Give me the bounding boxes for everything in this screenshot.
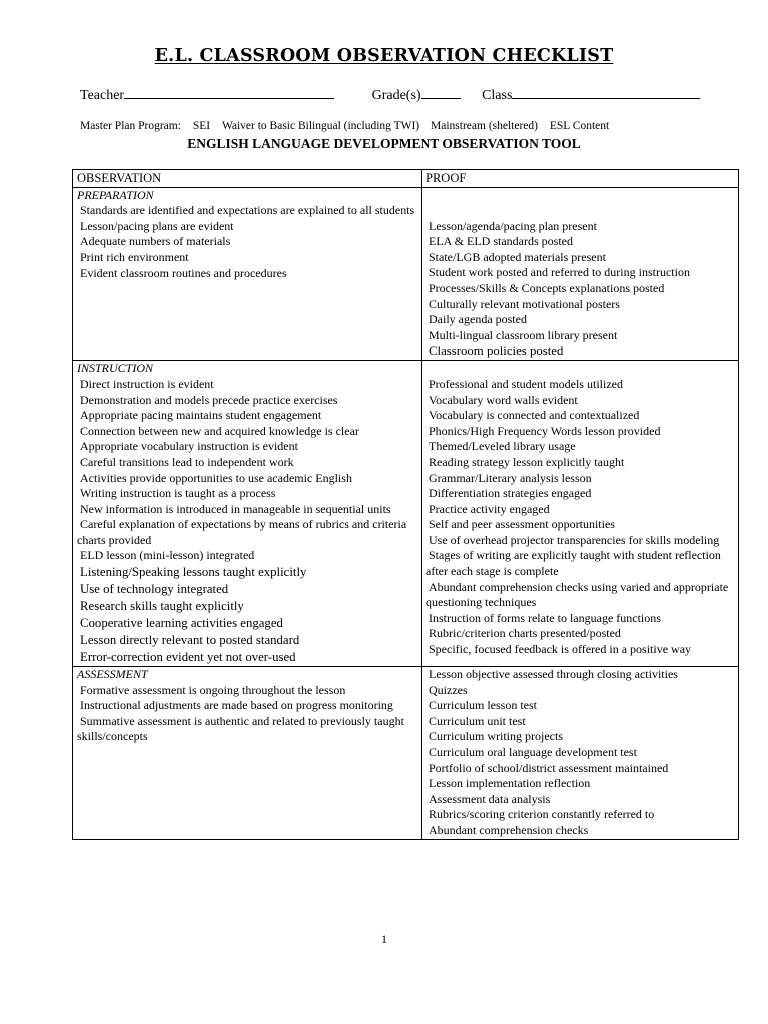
- section-row-assessment: [73, 667, 739, 840]
- checklist-item-text: Abundant comprehension checks: [429, 823, 589, 837]
- checklist-item-text: Activities provide opportunities to use academic English: [80, 470, 352, 485]
- checklist-item-text: Demonstration and models precede practice exercises: [80, 392, 338, 407]
- checklist-item[interactable]: [426, 455, 734, 471]
- checklist-item-text: Lesson implementation reflection: [429, 776, 591, 791]
- checklist-item[interactable]: [426, 823, 734, 839]
- checklist-item[interactable]: [77, 266, 417, 282]
- proof-cell: [422, 361, 739, 667]
- checklist-item[interactable]: [426, 580, 734, 611]
- checklist-item[interactable]: [426, 234, 734, 250]
- checklist-item[interactable]: [77, 424, 417, 440]
- checklist-item[interactable]: [426, 393, 734, 409]
- checklist-item[interactable]: [77, 377, 417, 393]
- program-option-sei[interactable]: [191, 120, 210, 132]
- observation-list: [77, 203, 417, 281]
- observation-column-header: OBSERVATION: [73, 170, 422, 188]
- checklist-item[interactable]: [426, 714, 734, 730]
- checklist-item-text: Stages of writing are explicitly taught with student reflection after each stage is complete: [426, 548, 721, 579]
- checklist-item-text: ELD lesson (mini-lesson) integrated: [80, 548, 255, 563]
- teacher-info-row: [80, 86, 700, 104]
- checklist-item[interactable]: [426, 745, 734, 761]
- checklist-item[interactable]: [77, 564, 417, 581]
- tool-subtitle: ENGLISH LANGUAGE DEVELOPMENT OBSERVATION TOOL: [187, 136, 581, 151]
- program-option-label: SEI: [192, 120, 211, 132]
- checklist-item[interactable]: [426, 297, 734, 313]
- checklist-item-text: New information is introduced in manageable in sequential units: [80, 501, 391, 516]
- checklist-item-text: Processes/Skills & Concepts explanations posted: [429, 280, 665, 295]
- checklist-item[interactable]: [77, 203, 417, 219]
- checklist-item[interactable]: [426, 265, 734, 281]
- checklist-item-text: Curriculum writing projects: [429, 729, 563, 744]
- checklist-item-text: Quizzes: [429, 682, 468, 697]
- checklist-item[interactable]: [77, 219, 417, 235]
- checklist-item-text: ELA & ELD standards posted: [429, 234, 573, 249]
- checklist-item[interactable]: [426, 776, 734, 792]
- checklist-item-text: Error-correction evident yet not over-used: [80, 650, 296, 665]
- checklist-item-text: Formative assessment is ongoing throughout the lesson: [80, 682, 346, 697]
- class-blank[interactable]: [512, 86, 700, 99]
- checklist-item-text: Differentiation strategies engaged: [429, 486, 592, 501]
- checklist-item-text: Professional and student models utilized: [429, 376, 623, 391]
- checklist-item-text: Themed/Leveled library usage: [429, 439, 576, 454]
- teacher-field: [80, 86, 334, 104]
- teacher-blank[interactable]: [124, 86, 334, 99]
- checklist-item[interactable]: [77, 714, 417, 745]
- teacher-label: Teacher: [80, 88, 125, 103]
- grade-blank[interactable]: [421, 86, 461, 99]
- checklist-item-text: Instructional adjustments are made based on progress monitoring: [80, 698, 393, 713]
- checklist-item[interactable]: [426, 729, 734, 745]
- master-plan-program-row: [80, 120, 609, 132]
- checklist-item[interactable]: [426, 343, 734, 360]
- checklist-item-text: Standards are identified and expectations are explained to all students: [80, 203, 415, 218]
- checklist-item-text: Portfolio of school/district assessment maintained: [429, 760, 669, 775]
- checklist-item-text: Self and peer assessment opportunities: [429, 517, 615, 532]
- checklist-item-text: Appropriate vocabulary instruction is evident: [80, 439, 298, 454]
- checklist-item[interactable]: [77, 581, 417, 598]
- checklist-item-text: Appropriate pacing maintains student engagement: [80, 408, 322, 423]
- program-option-waiver[interactable]: [220, 120, 419, 132]
- checklist-item[interactable]: [426, 312, 734, 328]
- checklist-item-text: Specific, focused feedback is offered in a positive way: [429, 642, 692, 657]
- checklist-item[interactable]: [77, 393, 417, 409]
- checklist-item-text: Summative assessment is authentic and related to previously taught skills/concepts: [77, 713, 404, 744]
- checklist-item-text: Culturally relevant motivational posters: [429, 296, 620, 311]
- checklist-item-text: Student work posted and referred to during instruction: [429, 265, 690, 280]
- checklist-item[interactable]: [77, 698, 417, 714]
- checklist-item-text: Evident classroom routines and procedures: [80, 265, 287, 280]
- checklist-item[interactable]: [77, 632, 417, 649]
- grade-label: Grade(s): [371, 88, 421, 103]
- checklist-item[interactable]: [77, 683, 417, 699]
- checklist-item-text: Abundant comprehension checks using varied and appropriate questioning techniques: [426, 579, 729, 610]
- table-header-row: [73, 170, 739, 188]
- checklist-item[interactable]: [77, 615, 417, 632]
- checklist-item[interactable]: [426, 667, 734, 683]
- checklist-item-text: Classroom policies posted: [429, 344, 564, 359]
- section-heading: ASSESSMENT: [77, 667, 148, 682]
- checklist-item[interactable]: [426, 683, 734, 699]
- proof-list: [426, 667, 734, 839]
- checklist-item[interactable]: [426, 408, 734, 424]
- checklist-item[interactable]: [77, 502, 417, 518]
- observation-cell: [73, 187, 422, 361]
- checklist-item-text: Direct instruction is evident: [80, 376, 214, 391]
- checklist-item-text: Curriculum unit test: [429, 713, 526, 728]
- observation-list: [77, 377, 417, 666]
- checklist-item[interactable]: [426, 807, 734, 823]
- checklist-item-text: Rubric/criterion charts presented/posted: [429, 626, 621, 641]
- checklist-item[interactable]: [77, 649, 417, 666]
- program-option-label: Mainstream (sheltered): [431, 120, 538, 132]
- checklist-item[interactable]: [426, 439, 734, 455]
- program-option-label: Waiver to Basic Bilingual (including TWI): [221, 120, 420, 132]
- checklist-item[interactable]: [77, 250, 417, 266]
- checklist-item-text: Use of overhead projector transparencies for skills modeling: [429, 532, 720, 547]
- checklist-item-text: Careful explanation of expectations by means of rubrics and criteria charts provided: [77, 517, 407, 547]
- page-number: 1: [381, 932, 387, 946]
- section-row-instruction: [73, 361, 739, 667]
- checklist-item-text: Reading strategy lesson explicitly taught: [429, 454, 625, 469]
- checklist-item[interactable]: [426, 502, 734, 518]
- checklist-item-text: Curriculum oral language development test: [429, 745, 637, 760]
- checklist-item-text: Use of technology integrated: [80, 582, 229, 597]
- section-heading: PREPARATION: [77, 187, 154, 202]
- checklist-item-text: Phonics/High Frequency Words lesson provided: [429, 423, 661, 438]
- proof-column-header: PROOF: [422, 170, 739, 188]
- program-option-esl[interactable]: [548, 120, 609, 132]
- checklist-item-text: Lesson/pacing plans are evident: [80, 218, 234, 233]
- checklist-item-text: Lesson objective assessed through closing activities: [429, 667, 678, 682]
- checklist-item[interactable]: [426, 517, 734, 533]
- checklist-item-text: Adequate numbers of materials: [80, 234, 231, 249]
- checklist-item-text: Writing instruction is taught as a process: [80, 486, 276, 501]
- checklist-item[interactable]: [426, 792, 734, 808]
- checklist-item-text: Research skills taught explicitly: [80, 599, 244, 614]
- checklist-item-text: Cooperative learning activities engaged: [80, 616, 283, 631]
- checklist-item[interactable]: [426, 533, 734, 549]
- program-option-mainstream[interactable]: [429, 120, 538, 132]
- proof-cell: [422, 187, 739, 361]
- program-option-label: ESL Content: [549, 120, 610, 132]
- section-row-preparation: [73, 187, 739, 361]
- checklist-item[interactable]: [426, 642, 734, 658]
- checklist-item[interactable]: [77, 234, 417, 250]
- checklist-item[interactable]: [426, 471, 734, 487]
- proof-list: [426, 377, 734, 658]
- checklist-item-text: Daily agenda posted: [429, 312, 527, 327]
- checklist-item[interactable]: [77, 439, 417, 455]
- observation-table: [72, 169, 739, 840]
- class-label: Class: [482, 88, 513, 103]
- checklist-item-text: Careful transitions lead to independent work: [80, 454, 294, 469]
- checklist-item[interactable]: [426, 548, 734, 579]
- checklist-item[interactable]: [426, 611, 734, 627]
- checklist-item[interactable]: [426, 219, 734, 235]
- checklist-item-text: Assessment data analysis: [429, 791, 551, 806]
- checklist-item[interactable]: [426, 698, 734, 714]
- checklist-item[interactable]: [426, 377, 734, 393]
- checklist-item[interactable]: [426, 486, 734, 502]
- observation-cell: [73, 361, 422, 667]
- checklist-item[interactable]: [426, 424, 734, 440]
- observation-cell: [73, 667, 422, 840]
- checklist-item-text: Rubrics/scoring criterion constantly referred to: [429, 807, 655, 822]
- checklist-item-text: Vocabulary word walls evident: [429, 392, 578, 407]
- checklist-item-text: Curriculum lesson test: [429, 698, 537, 713]
- checklist-item[interactable]: [77, 548, 417, 564]
- checklist-item[interactable]: [77, 486, 417, 502]
- section-heading: INSTRUCTION: [77, 361, 154, 376]
- class-field: [482, 86, 700, 104]
- checklist-item-text: Practice activity engaged: [429, 501, 550, 516]
- document-title: E.L. CLASSROOM OBSERVATION CHECKLIST: [154, 46, 614, 66]
- checklist-item-text: Connection between new and acquired knowledge is clear: [80, 423, 359, 438]
- proof-cell: [422, 667, 739, 840]
- checklist-item[interactable]: [426, 250, 734, 266]
- checklist-item-text: Lesson/agenda/pacing plan present: [429, 218, 597, 233]
- grade-field: [372, 86, 461, 104]
- checklist-item[interactable]: [426, 281, 734, 297]
- checklist-item-text: Listening/Speaking lessons taught explicitly: [80, 565, 307, 580]
- master-plan-label: Master Plan Program:: [80, 120, 181, 132]
- checklist-item-text: Instruction of forms relate to language functions: [429, 610, 661, 625]
- checklist-item[interactable]: [426, 626, 734, 642]
- observation-list: [77, 683, 417, 745]
- checklist-item-text: Grammar/Literary analysis lesson: [429, 470, 592, 485]
- checklist-item-text: Vocabulary is connected and contextualized: [429, 408, 640, 423]
- checklist-item[interactable]: [77, 598, 417, 615]
- checklist-item-text: Lesson directly relevant to posted standard: [80, 633, 300, 648]
- checklist-item[interactable]: [426, 761, 734, 777]
- checklist-item[interactable]: [77, 408, 417, 424]
- proof-list: [426, 219, 734, 361]
- checklist-item[interactable]: [77, 471, 417, 487]
- checklist-item-text: Print rich environment: [80, 249, 189, 264]
- checklist-item[interactable]: [77, 455, 417, 471]
- checklist-item-text: Multi-lingual classroom library present: [429, 327, 618, 342]
- checklist-item[interactable]: [77, 517, 417, 548]
- checklist-item[interactable]: [426, 328, 734, 344]
- checklist-item-text: State/LGB adopted materials present: [429, 249, 606, 264]
